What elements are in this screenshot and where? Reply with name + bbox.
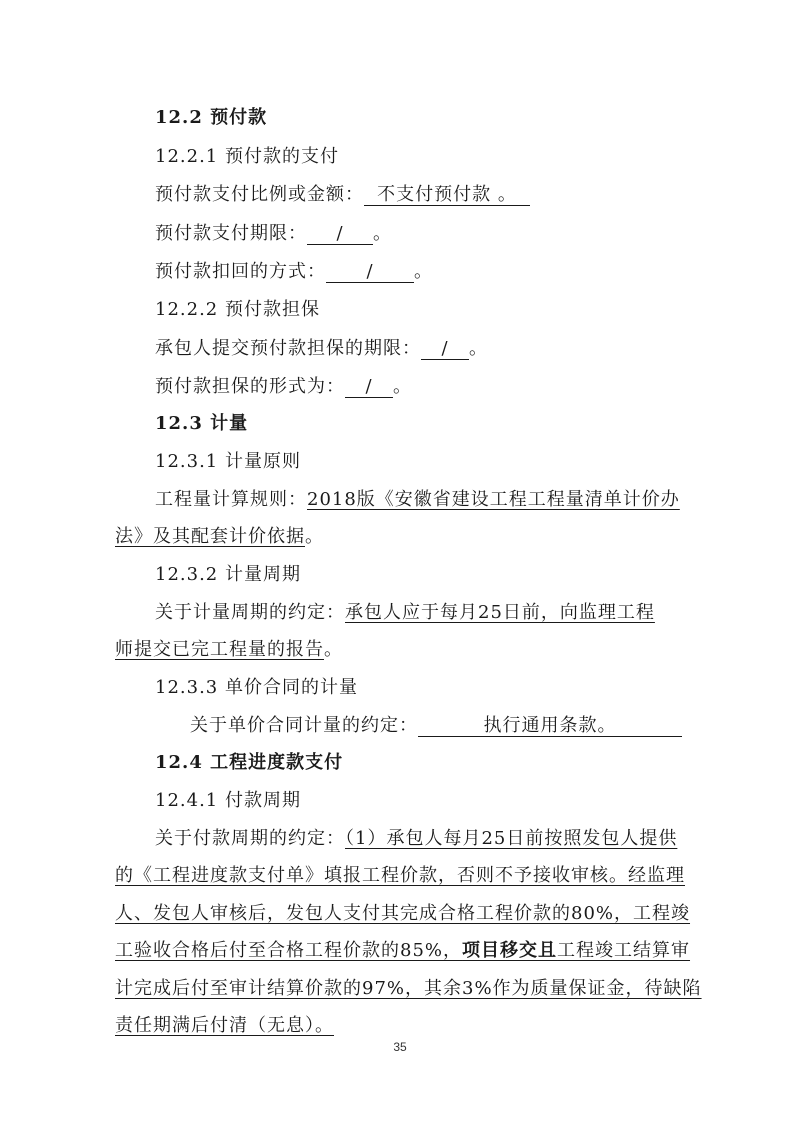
page-number: 35: [393, 1040, 407, 1054]
payment-period-text-4a: 工验收合格后付至合格工程价款的85%，: [115, 940, 463, 961]
heading-12-3: 12.3 计量: [155, 413, 249, 434]
payment-period-text-4b: 项目移交且: [462, 940, 558, 961]
guarantee-deadline-label: 承包人提交预付款担保的期限：: [155, 338, 421, 359]
heading-12-2-2: 12.2.2 预付款担保: [155, 299, 320, 320]
advance-deduct-line: 预付款扣回的方式： / 。: [155, 261, 433, 282]
heading-12-3-2: 12.3.2 计量周期: [155, 564, 301, 585]
advance-ratio-value: 不支付预付款 。: [364, 185, 530, 206]
advance-ratio-line: [155, 183, 530, 207]
guarantee-deadline-value: /: [421, 339, 469, 360]
measure-rule-value-2: 法》及其配套计价依据: [115, 526, 305, 547]
payment-period-line-3: [115, 902, 690, 926]
guarantee-deadline-line: 承包人提交预付款担保的期限： / 。: [155, 338, 488, 359]
unit-price-value: 执行通用条款。: [418, 716, 682, 737]
payment-period-text-5: 计完成后付至审计结算价款的97%，其余3%作为质量保证金，待缺陷: [115, 978, 702, 999]
heading-12-3-3: 12.3.3 单价合同的计量: [155, 677, 358, 698]
guarantee-form-value: /: [345, 377, 393, 398]
advance-period-value: /: [307, 224, 373, 245]
unit-price-line: [190, 714, 682, 738]
payment-period-text-1: （1）承包人每月25日前按照发包人提供: [345, 828, 678, 849]
advance-deduct-label: 预付款扣回的方式：: [155, 261, 326, 282]
payment-period-text-4c: 工程竣工结算审: [557, 940, 691, 961]
heading-12-4-1: 12.4.1 付款周期: [155, 790, 301, 811]
advance-ratio-label: 预付款支付比例或金额：: [155, 184, 364, 205]
measure-rule-value-1: 2018版《安徽省建设工程工程量清单计价办: [307, 489, 680, 510]
measure-period-line-2: 师提交已完工程量的报告。: [115, 639, 343, 660]
measure-rule-line-1: [155, 488, 680, 512]
payment-period-line-5: [115, 977, 702, 1001]
payment-period-line-6: 责任期满后付清（无息）。: [115, 1015, 334, 1036]
heading-12-2: 12.2 预付款: [155, 107, 268, 128]
measure-rule-line-2: 法》及其配套计价依据。: [115, 526, 324, 547]
payment-period-text-6: 责任期满后付清（无息）: [115, 1015, 315, 1036]
advance-deduct-value: /: [326, 262, 414, 283]
measure-rule-label: 工程量计算规则：: [155, 489, 307, 510]
guarantee-form-label: 预付款担保的形式为：: [155, 376, 345, 397]
payment-period-text-3: 人、发包人审核后，发包人支付其完成合格工程价款的80%，工程竣: [115, 903, 691, 924]
advance-period-line: 预付款支付期限： / 。: [155, 223, 392, 244]
measure-period-line-1: [155, 601, 655, 625]
payment-period-line-1: [155, 827, 677, 851]
advance-period-label: 预付款支付期限：: [155, 223, 307, 244]
measure-period-value-1: 承包人应于每月25日前，向监理工程: [345, 602, 655, 623]
heading-12-4: 12.4 工程进度款支付: [155, 752, 344, 773]
payment-period-line-2: [115, 864, 685, 888]
measure-period-value-2: 师提交已完工程量的报告: [115, 639, 324, 660]
payment-period-line-4: [115, 939, 690, 963]
unit-price-label: 关于单价合同计量的约定：: [190, 715, 418, 736]
measure-period-label: 关于计量周期的约定：: [155, 602, 345, 623]
heading-12-2-1: 12.2.1 预付款的支付: [155, 146, 339, 167]
guarantee-form-line: 预付款担保的形式为： / 。: [155, 376, 412, 397]
payment-period-text-2: 的《工程进度款支付单》填报工程价款，否则不予接收审核。经监理: [115, 865, 685, 886]
payment-period-label: 关于付款周期的约定：: [155, 828, 345, 849]
heading-12-3-1: 12.3.1 计量原则: [155, 451, 301, 472]
